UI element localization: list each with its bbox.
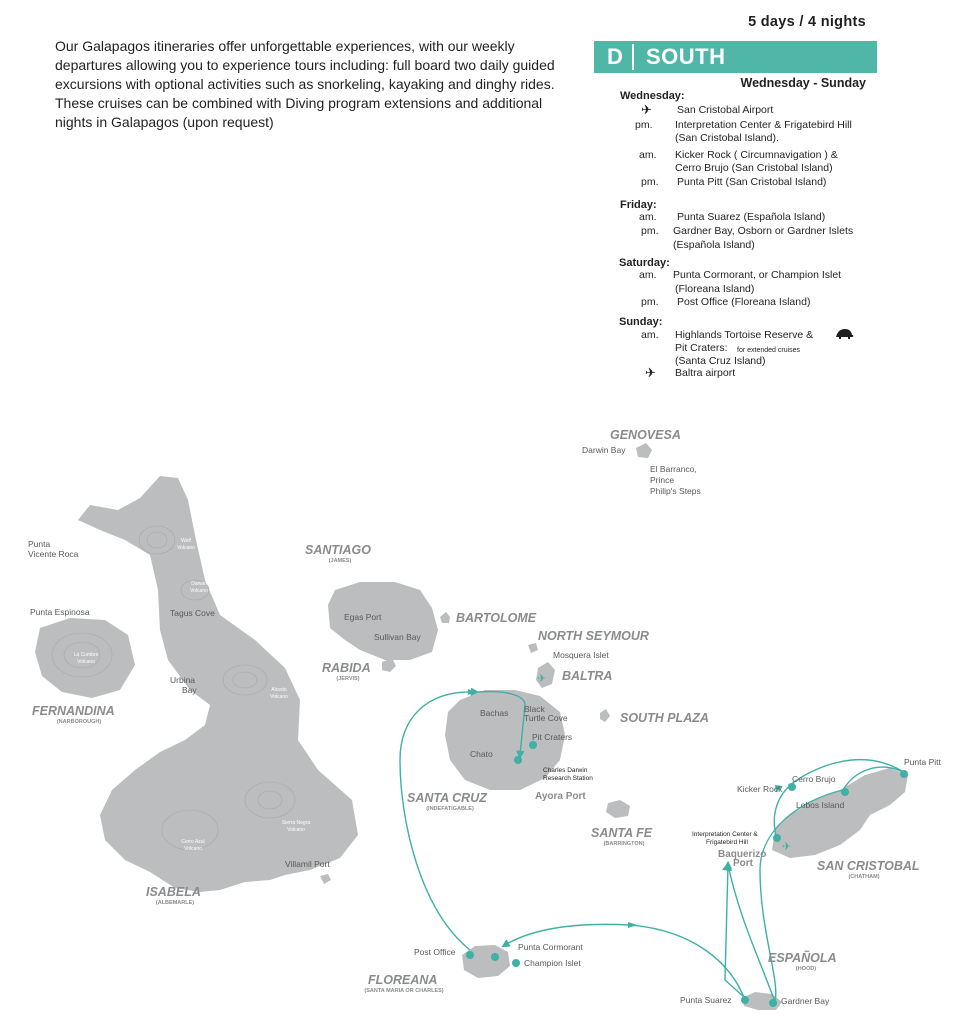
volcano-label: Volcano <box>184 846 202 852</box>
island-label: NORTH SEYMOUR <box>538 629 649 643</box>
entry-time: pm. <box>641 296 659 308</box>
island-alt-label: (JAMES) <box>328 558 352 564</box>
place-label: Chato <box>470 749 493 759</box>
villamil-islet-shape <box>320 874 331 884</box>
place-label: Cerro Brujo <box>792 774 836 784</box>
entry-description: Baltra airport <box>675 367 736 379</box>
stop-post-office <box>466 951 474 959</box>
genovesa-island-shape <box>636 443 652 458</box>
place-label: Philip's Steps <box>650 486 701 496</box>
place-label: Darwin Bay <box>582 445 626 455</box>
place-label: Ayora Port <box>535 791 586 802</box>
place-label: Baquerizo <box>718 849 767 860</box>
island-label: GENOVESA <box>610 428 681 442</box>
entry-description-line2: Cerro Brujo (San Cristobal Island) <box>675 162 833 174</box>
place-label: Black <box>524 704 545 714</box>
plane-icon: ✈ <box>645 365 656 380</box>
stop-santa-cruz-port <box>514 756 522 764</box>
stop-champion-islet <box>512 959 520 967</box>
entry-time: pm. <box>641 176 659 188</box>
island-label: BALTRA <box>562 669 613 683</box>
place-label: El Barranco, <box>650 464 697 474</box>
entry-description: Punta Cormorant, or Champion Islet <box>673 269 842 281</box>
island-label: FLOREANA <box>368 973 438 987</box>
san-cristobal-airport-icon: ✈ <box>782 841 792 853</box>
island-alt-label: (SANTA MARIA OR CHARLES) <box>364 988 444 994</box>
volcano-label: Sierra Negra <box>281 820 311 826</box>
island-label: SANTA CRUZ <box>407 791 487 805</box>
north-seymour-island-shape <box>528 643 538 653</box>
island-label: SANTIAGO <box>305 543 371 557</box>
day-heading: Saturday: <box>619 257 670 269</box>
island-label: SAN CRISTOBAL <box>817 859 920 873</box>
itinerary-days-range: Wednesday - Sunday <box>740 76 866 90</box>
entry-description: Kicker Rock ( Circumnavigation ) & <box>675 149 838 161</box>
island-alt-label: (BARRINGTON) <box>603 841 645 847</box>
entry-description-line2: Pit Craters: <box>675 342 728 354</box>
island-label: ISABELA <box>146 885 201 899</box>
island-alt-label: (JERVIS) <box>336 676 360 682</box>
place-label: Port <box>733 858 753 869</box>
itinerary-duration: 5 days / 4 nights <box>748 14 866 30</box>
entry-description: Punta Pitt (San Cristobal Island) <box>677 176 827 188</box>
place-label: Gardner Bay <box>781 996 830 1006</box>
volcano-label: Volcano <box>190 588 208 594</box>
place-label: Champion Islet <box>524 958 581 968</box>
route-baquerizo-to-espanola <box>725 865 745 998</box>
entry-description: Gardner Bay, Osborn or Gardner Islets <box>673 225 854 237</box>
entry-description: Punta Suarez (Española Island) <box>677 211 826 223</box>
intro-paragraph-1: Our Galapagos itineraries offer unforgettable experiences, with our weekly departures allowing you to experience tours including: full board two daily guided excursions with optional activities such as snorkeling, kayaking and dinghy rides. <box>55 38 555 92</box>
entry-description: San Cristobal Airport <box>677 104 774 116</box>
stop-cerro-brujo <box>841 788 849 796</box>
bartolome-island-shape <box>440 612 450 623</box>
entry-description-line2: (Española Island) <box>673 239 755 251</box>
entry-description: Post Office (Floreana Island) <box>677 296 811 308</box>
place-label: Mosquera Islet <box>553 650 609 660</box>
place-label: Sullivan Bay <box>374 632 421 642</box>
place-label: Punta <box>28 539 51 549</box>
island-label: SANTA FE <box>591 826 653 840</box>
plane-icon: ✈ <box>641 102 652 117</box>
entry-description: Interpretation Center & Frigatebird Hill <box>675 119 852 131</box>
arrowhead <box>722 862 732 871</box>
place-label: Urbina <box>170 675 196 685</box>
place-label: Egas Port <box>344 612 382 622</box>
island-label: FERNANDINA <box>32 704 115 718</box>
island-label: BARTOLOME <box>456 611 537 625</box>
place-label: Research Station <box>543 775 593 782</box>
airport-markers <box>537 673 791 853</box>
island-label: SOUTH PLAZA <box>620 711 709 725</box>
place-label: Punta Cormorant <box>518 942 583 952</box>
entry-time: am. <box>639 269 657 281</box>
volcano-label: La Cumbre <box>73 652 99 658</box>
place-label: Bay <box>182 685 197 695</box>
stop-pit-craters <box>529 741 537 749</box>
entry-description-line2: (Floreana Island) <box>675 283 755 295</box>
island-label: RABIDA <box>322 661 371 675</box>
place-label: Lobos Island <box>796 800 845 810</box>
stop-gardner-bay <box>769 999 777 1007</box>
stop-punta-cormorant <box>491 953 499 961</box>
entry-note: for extended cruises <box>737 347 801 354</box>
place-label: Frigatebird Hill <box>706 839 748 846</box>
volcano-label: Volcano <box>270 694 288 700</box>
place-label: Pit Craters <box>532 732 573 742</box>
stop-kicker-rock <box>788 783 796 791</box>
island-alt-label: (INDEFATIGABLE) <box>426 806 474 812</box>
place-label: Tagus Cove <box>170 608 215 618</box>
entry-time: am. <box>639 149 657 161</box>
place-label: Interpretation Center & <box>692 831 758 838</box>
place-label: Vicente Roca <box>28 549 79 559</box>
stop-punta-suarez <box>741 996 749 1004</box>
island-alt-label: (HOOD) <box>795 966 817 972</box>
place-label: Bachas <box>480 708 509 718</box>
island-alt-label: (ALBEMARLE) <box>155 900 195 906</box>
volcano-label: Darwin <box>191 581 207 587</box>
place-label: Charles Darwin <box>543 767 588 774</box>
day-heading: Sunday: <box>619 316 663 328</box>
place-label: Prince <box>650 475 675 485</box>
stop-interpretation-center <box>773 834 781 842</box>
entry-time: am. <box>641 329 659 341</box>
arrowhead <box>628 922 637 928</box>
island-label: ESPAÑOLA <box>768 951 837 965</box>
entry-time: pm. <box>635 119 653 131</box>
place-label: Punta Suarez <box>680 995 732 1005</box>
volcano-label: Wolf <box>181 538 191 544</box>
rabida-island-shape <box>382 658 396 672</box>
entry-description: Highlands Tortoise Reserve & <box>675 329 814 341</box>
entry-description-line2: (San Cristobal Island). <box>675 132 779 144</box>
santa-fe-island-shape <box>606 800 630 818</box>
intro-paragraph-2: These cruises can be combined with Diving program extensions and additional nights in Galapagos (upon request) <box>55 95 543 130</box>
place-label: Villamil Port <box>285 859 330 869</box>
stop-punta-pitt <box>900 770 908 778</box>
volcano-label: Volcano <box>77 659 95 665</box>
itinerary-name: SOUTH <box>646 44 726 69</box>
day-heading: Wednesday: <box>620 90 685 102</box>
island-alt-label: (CHATHAM) <box>848 874 880 880</box>
entry-time: am. <box>639 211 657 223</box>
entry-description-line3: (Santa Cruz Island) <box>675 355 766 367</box>
day-heading: Friday: <box>620 199 657 211</box>
place-label: Punta Espinosa <box>30 607 90 617</box>
place-label: Punta Pitt <box>904 757 941 767</box>
itinerary-code: D <box>607 44 623 69</box>
south-plaza-island-shape <box>600 709 610 722</box>
island-alt-label: (NARBOROUGH) <box>56 719 102 725</box>
fernandina-island-shape <box>35 618 135 698</box>
place-label: Post Office <box>414 947 456 957</box>
volcano-label: Volcano <box>177 545 195 551</box>
volcano-label: Volcano <box>287 827 305 833</box>
place-label: Turtle Cove <box>524 713 568 723</box>
volcano-label: Alcedo <box>271 687 287 693</box>
entry-time: pm. <box>641 225 659 237</box>
volcano-label: Cerro Azul <box>181 839 205 845</box>
place-label: Kicker Rock <box>737 784 783 794</box>
baltra-airport-icon: ✈ <box>537 673 547 685</box>
